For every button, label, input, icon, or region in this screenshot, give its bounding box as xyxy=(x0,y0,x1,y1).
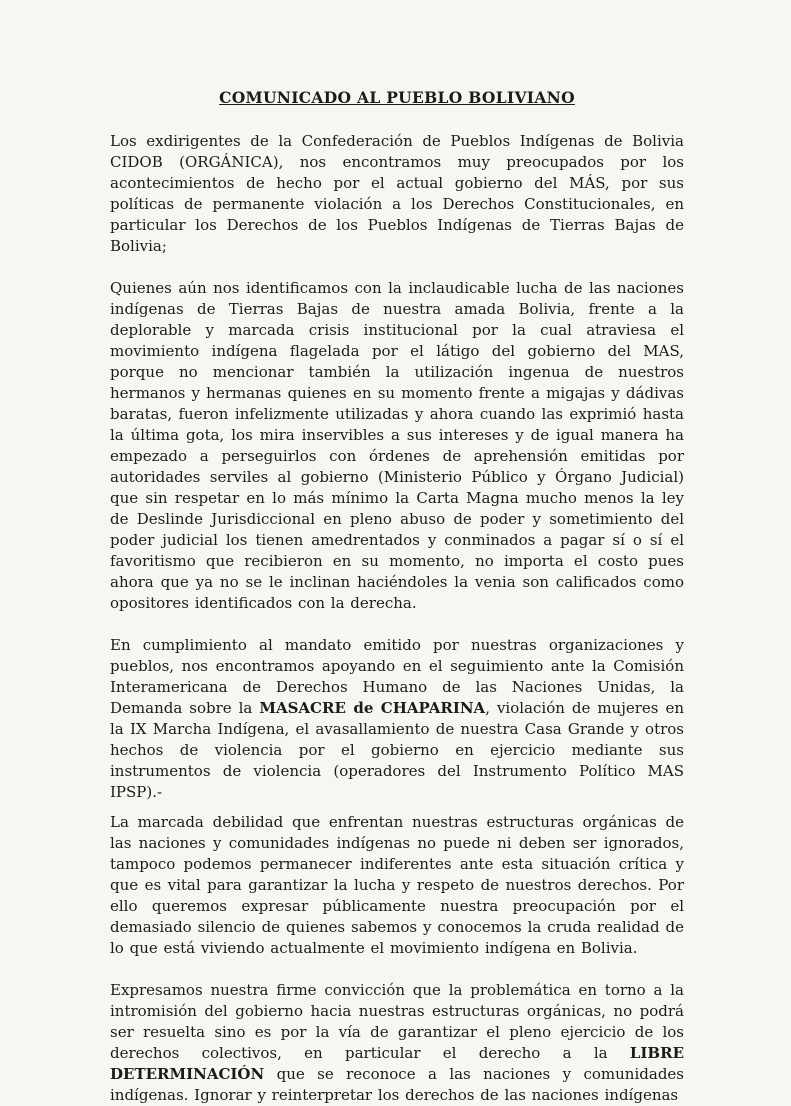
text-run: La marcada debilidad que enfrentan nuestras estructuras orgánicas de las naciones y comunidades indígenas no puede ni deben ser ignorados, tampoco podemos permanecer indiferentes ante esta situación crítica y que es vital para garantizar la lucha y respeto de nuestros derechos. Por ello queremos expresar públicamente nuestra preocupación por el demasiado silencio de quienes sabemos y conocemos la cruda realidad de lo que está viviendo actualmente el movimiento indígena en Bolivia. xyxy=(110,813,684,957)
paragraph xyxy=(110,812,684,959)
bold-text-run: MASACRE de CHAPARINA xyxy=(259,699,486,717)
text-run: Los exdirigentes de la Confederación de Pueblos Indígenas de Bolivia CIDOB (ORGÁNICA), nos encontramos muy preocupados por los acontecimientos de hecho por el actual gobierno del MÁS, por sus políticas de permanente violación a los Derechos Constitucionales, en particular los Derechos de los Pueblos Indígenas de Tierras Bajas de Bolivia; xyxy=(110,132,684,255)
text-run: Quienes aún nos identificamos con la inclaudicable lucha de las naciones indígenas de Tierras Bajas de nuestra amada Bolivia, frente a la deplorable y marcada crisis institucional por la cual atraviesa el movimiento indígena flagelada por el látigo del gobierno del MAS, porque no mencionar también la utilización ingenua de nuestros hermanos y hermanas quienes en su momento frente a migajas y dádivas baratas, fueron infelizmente utilizadas y ahora cuando las exprimió hasta la última gota, los mira inservibles a sus intereses y de igual manera ha empezado a perseguirlos con órdenes de aprehensión emitidas por autoridades serviles al gobierno (Ministerio Público y Órgano Judicial) que sin respetar en lo más mínimo la Carta Magna mucho menos la ley de Deslinde Jurisdiccional en pleno abuso de poder y sometimiento del poder judicial los tienen amedrentados y conminados a pagar sí o sí el favoritismo que recibieron en su momento, no importa el costo pues ahora que ya no se le inclinan haciéndoles la venia son calificados como opositores identificados con la derecha. xyxy=(110,279,684,612)
text-run: Expresamos nuestra firme convicción que la problemática en torno a la intromisión del gobierno hacia nuestras estructuras orgánicas, no podrá ser resuelta sino es por la vía de garantizar el pleno ejercicio de los derechos colectivos, en particular el derecho a la xyxy=(110,981,684,1062)
text-run: que se reconoce a las naciones y comunidades indígenas. Ignorar y reinterpretar los derechos de las naciones indígenas xyxy=(110,1065,684,1104)
paragraph xyxy=(110,980,684,1106)
document-title: COMUNICADO AL PUEBLO BOLIVIANO xyxy=(219,88,575,107)
paragraph xyxy=(110,278,684,614)
document-body xyxy=(110,131,684,1106)
text-run: , violación de mujeres en la IX Marcha Indígena, el avasallamiento de nuestra Casa Grande y otros hechos de violencia por el gobierno en ejercicio mediante sus instrumentos de violencia (operadores del Instrumento Político MAS IPSP).- xyxy=(110,699,684,801)
paragraph xyxy=(110,131,684,257)
text-run: En cumplimiento al mandato emitido por nuestras organizaciones y pueblos, nos encontramos apoyando en el seguimiento ante la Comisión Interamericana de Derechos Humano de las Naciones Unidas, la Demanda sobre la xyxy=(110,636,684,717)
paragraph xyxy=(110,635,684,803)
bold-text-run: LIBRE DETERMINACIÓN xyxy=(110,1044,684,1083)
